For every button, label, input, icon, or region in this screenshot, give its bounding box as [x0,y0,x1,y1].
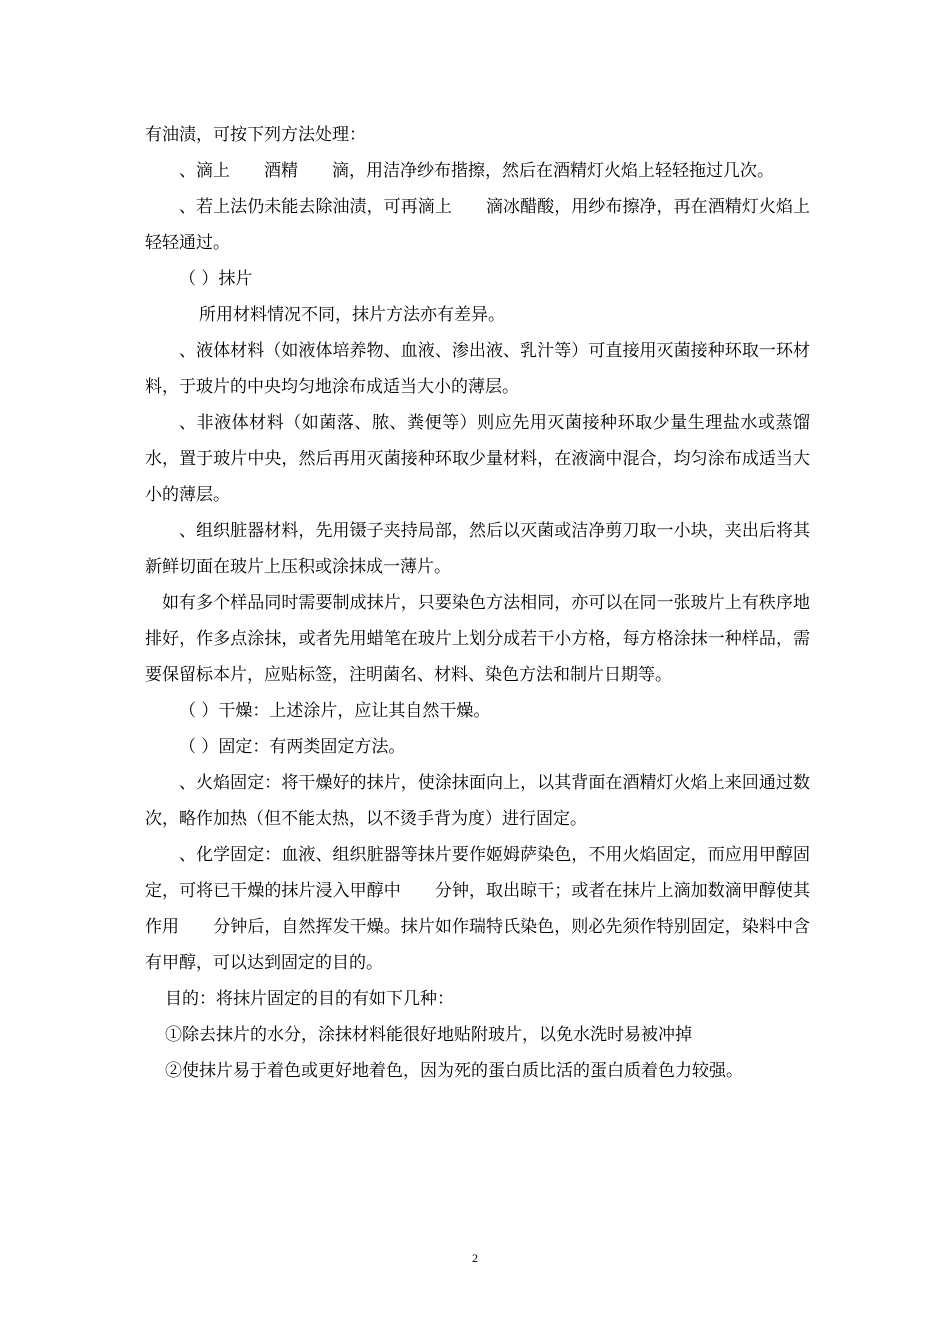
paragraph: 、液体材料（如液体培养物、血液、渗出液、乳汁等）可直接用灭菌接种环取一环材料，于玻片的中央均匀地涂布成适当大小的薄层。 [145,341,810,397]
document-body [145,117,810,1089]
paragraph: 如有多个样品同时需要制成抹片，只要染色方法相同，亦可以在同一张玻片上有秩序地排好，作多点涂抹，或者先用蜡笔在玻片上划分成若干小方格，每方格涂抹一种样品，需要保留标本片，应贴标签，注明菌名、材料、染色方法和制片日期等。 [145,593,810,685]
section-heading: （ ）干燥：上述涂片，应让其自然干燥。 [179,701,491,721]
page-number: 2 [472,1251,478,1265]
section-heading: （ ）固定：有两类固定方法。 [179,737,406,757]
paragraph: 、滴上 酒精 滴，用洁净纱布揩擦，然后在酒精灯火焰上轻轻拖过几次。 [179,161,774,181]
paragraph: 有油渍，可按下列方法处理： [145,125,366,145]
list-item: ②使抹片易于着色或更好地着色，因为死的蛋白质比活的蛋白质着色力较强。 [165,1061,743,1081]
section-heading: （ ）抹片 [179,269,253,289]
paragraph: 目的：将抹片固定的目的有如下几种： [165,989,454,1009]
paragraph: 、非液体材料（如菌落、脓、粪便等）则应先用灭菌接种环取少量生理盐水或蒸馏水，置于玻片中央，然后再用灭菌接种环取少量材料，在液滴中混合，均匀涂布成适当大小的薄层。 [145,413,810,505]
list-item: ①除去抹片的水分，涂抹材料能很好地贴附玻片，以免水洗时易被冲掉 [165,1025,692,1045]
paragraph: 、化学固定：血液、组织脏器等抹片要作姬姆萨染色，不用火焰固定，而应用甲醇固定，可将已干燥的抹片浸入甲醇中 分钟，取出晾干；或者在抹片上滴加数滴甲醇使其作用 分钟后，自然挥发干燥。抹片如作瑞特氏染色，则必先须作特别固定，染料中含有甲醇，可以达到固定的目的。 [145,845,810,973]
paragraph: 、组织脏器材料，先用镊子夹持局部，然后以灭菌或洁净剪刀取一小块，夹出后将其新鲜切面在玻片上压积或涂抹成一薄片。 [145,521,810,577]
paragraph: 、火焰固定：将干燥好的抹片，使涂抹面向上，以其背面在酒精灯火焰上来回通过数次，略作加热（但不能太热，以不烫手背为度）进行固定。 [145,773,810,829]
paragraph: 所用材料情况不同，抹片方法亦有差异。 [199,305,505,325]
paragraph: 、若上法仍未能去除油渍，可再滴上 滴冰醋酸，用纱布擦净，再在酒精灯火焰上轻轻通过。 [145,197,810,253]
